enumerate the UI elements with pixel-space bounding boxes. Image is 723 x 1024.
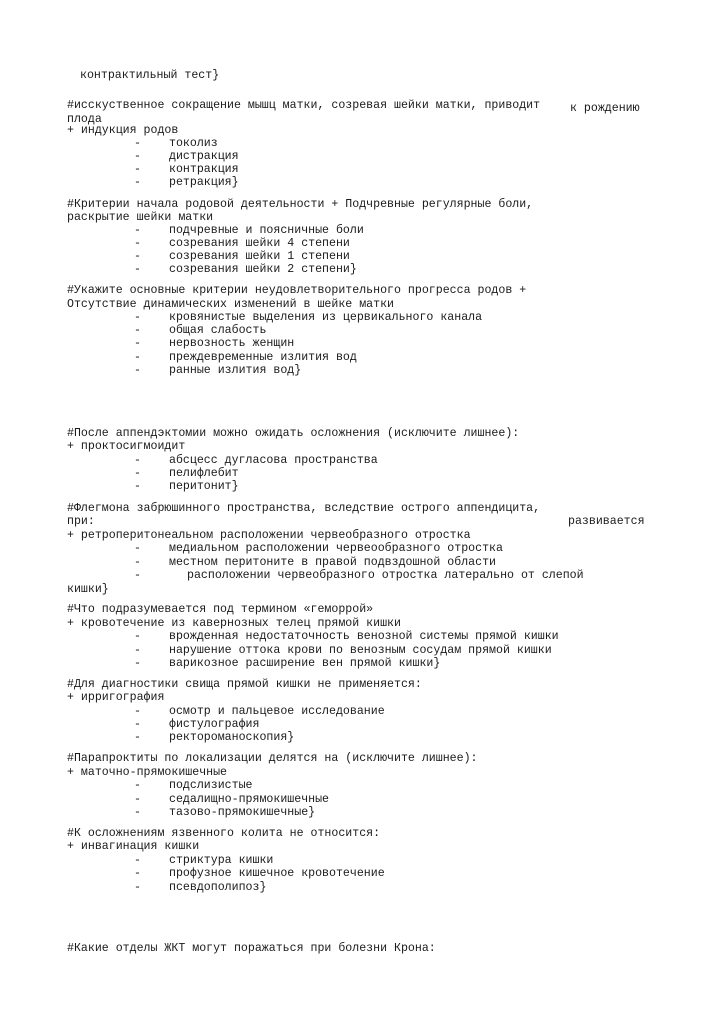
question-text-cont: раскрытие шейки матки xyxy=(67,211,214,224)
correct-answer: + проктосигмоидит xyxy=(67,440,186,453)
question-text: #исскуственное сокращение мышц матки, созревая шейки матки, приводит xyxy=(67,99,541,112)
question-text-cont: при: xyxy=(67,515,95,528)
document-page: контрактильный тест} #исскуственное сокращение мышц матки, созревая шейки матки, приводит к рождению плода + индукция родов - токолиз - дистракция - контракция - ретракция} #Критерии начала родовой деятельности + Подчревные регулярные боли, раскрытие шейки матки - подчревные и поясничные боли - созревания шейки 4 степени - созревания шейки 1 степени - созревания шейки 2 степени} #Укажите основные критерии неудовлетворительного прогресса родов + Отсутствие динамических изменений в шейке матки - кровянистые выделения из цервикального канала - общая слабость - нервозность женщин - преждевременные излития вод - ранные излития вод} #После аппендэктомии можно ожидать осложнения (исключите лишнее): + проктосигмоидит - абсцесс дугласова пространства - пелифлебит - перитонит} #Флегмона забрюшинного пространства, вследствие острого аппендицита, при: развивается + ретроперитонеальном расположении червеобразного отростка - медиальном расположении червеообразного отростка - местном перитоните в правой подвздошной области - расположении червеобразного отростка латерально от слепой кишки} #Что подразумевается под термином «геморрой» + кровотечение из кавернозных телец прямой кишки - врожденная недостаточность венозной системы прямой кишки - нарушение оттока крови по венозным сосудам прямой кишки - варикозное расширение вен прямой кишки} #Для диагностики свища прямой кишки не применяется: + ирригография - осмотр и пальцевое исследование - фистулография - ректороманоскопия} #Парапроктиты по локализации делятся на (исключите лишнее): + маточно-прямокишечные - подслизистые - седалищно-прямокишечные - тазово-прямокишечные} #К осложнениям язвенного колита не относится: + инвагинация кишки - стриктура кишки - профузное кишечное кровотечение - псевдополипоз} #Какие отделы ЖКТ могут поражаться при болезни Крона: xyxy=(67,69,645,955)
intro-tail: контрактильный тест} xyxy=(80,69,220,82)
question-text: #Укажите основные критерии неудовлетворительного прогресса родов + xyxy=(67,284,527,297)
question-text: #После аппендэктомии можно ожидать осложнения (исключите лишнее): xyxy=(67,427,520,440)
correct-answer: + кровотечение из кавернозных телец прямой кишки xyxy=(67,617,401,630)
question-text: #Для диагностики свища прямой кишки не применяется: xyxy=(67,678,422,691)
question-text-cont: плода xyxy=(67,113,102,126)
question-text: #К осложнениям язвенного колита не относится: xyxy=(67,827,381,840)
correct-answer: + маточно-прямокишечные xyxy=(67,766,228,779)
question-text: #Парапроктиты по локализации делятся на (исключите лишнее): xyxy=(67,752,478,765)
question-text-cont: Отсутствие динамических изменений в шейке матки xyxy=(67,298,394,311)
question-tail: кишки} xyxy=(67,583,109,596)
question-text: #Флегмона забрюшинного пространства, вследствие острого аппендицита, xyxy=(67,502,541,515)
question-text: #Какие отделы ЖКТ могут поражаться при болезни Крона: xyxy=(67,942,436,955)
correct-answer: + ретроперитонеальном расположении червеобразного отростка xyxy=(67,529,471,542)
question-text: #Критерии начала родовой деятельности + Подчревные регулярные боли, xyxy=(67,198,534,211)
correct-answer: + инвагинация кишки xyxy=(67,840,200,853)
correct-answer: + индукция родов xyxy=(67,124,179,137)
question-text-tail: к рождению xyxy=(570,102,640,115)
question-text: #Что подразумевается под термином «геморрой» xyxy=(67,603,374,616)
correct-answer: + ирригография xyxy=(67,691,165,704)
question-text-right: развивается xyxy=(568,515,645,528)
